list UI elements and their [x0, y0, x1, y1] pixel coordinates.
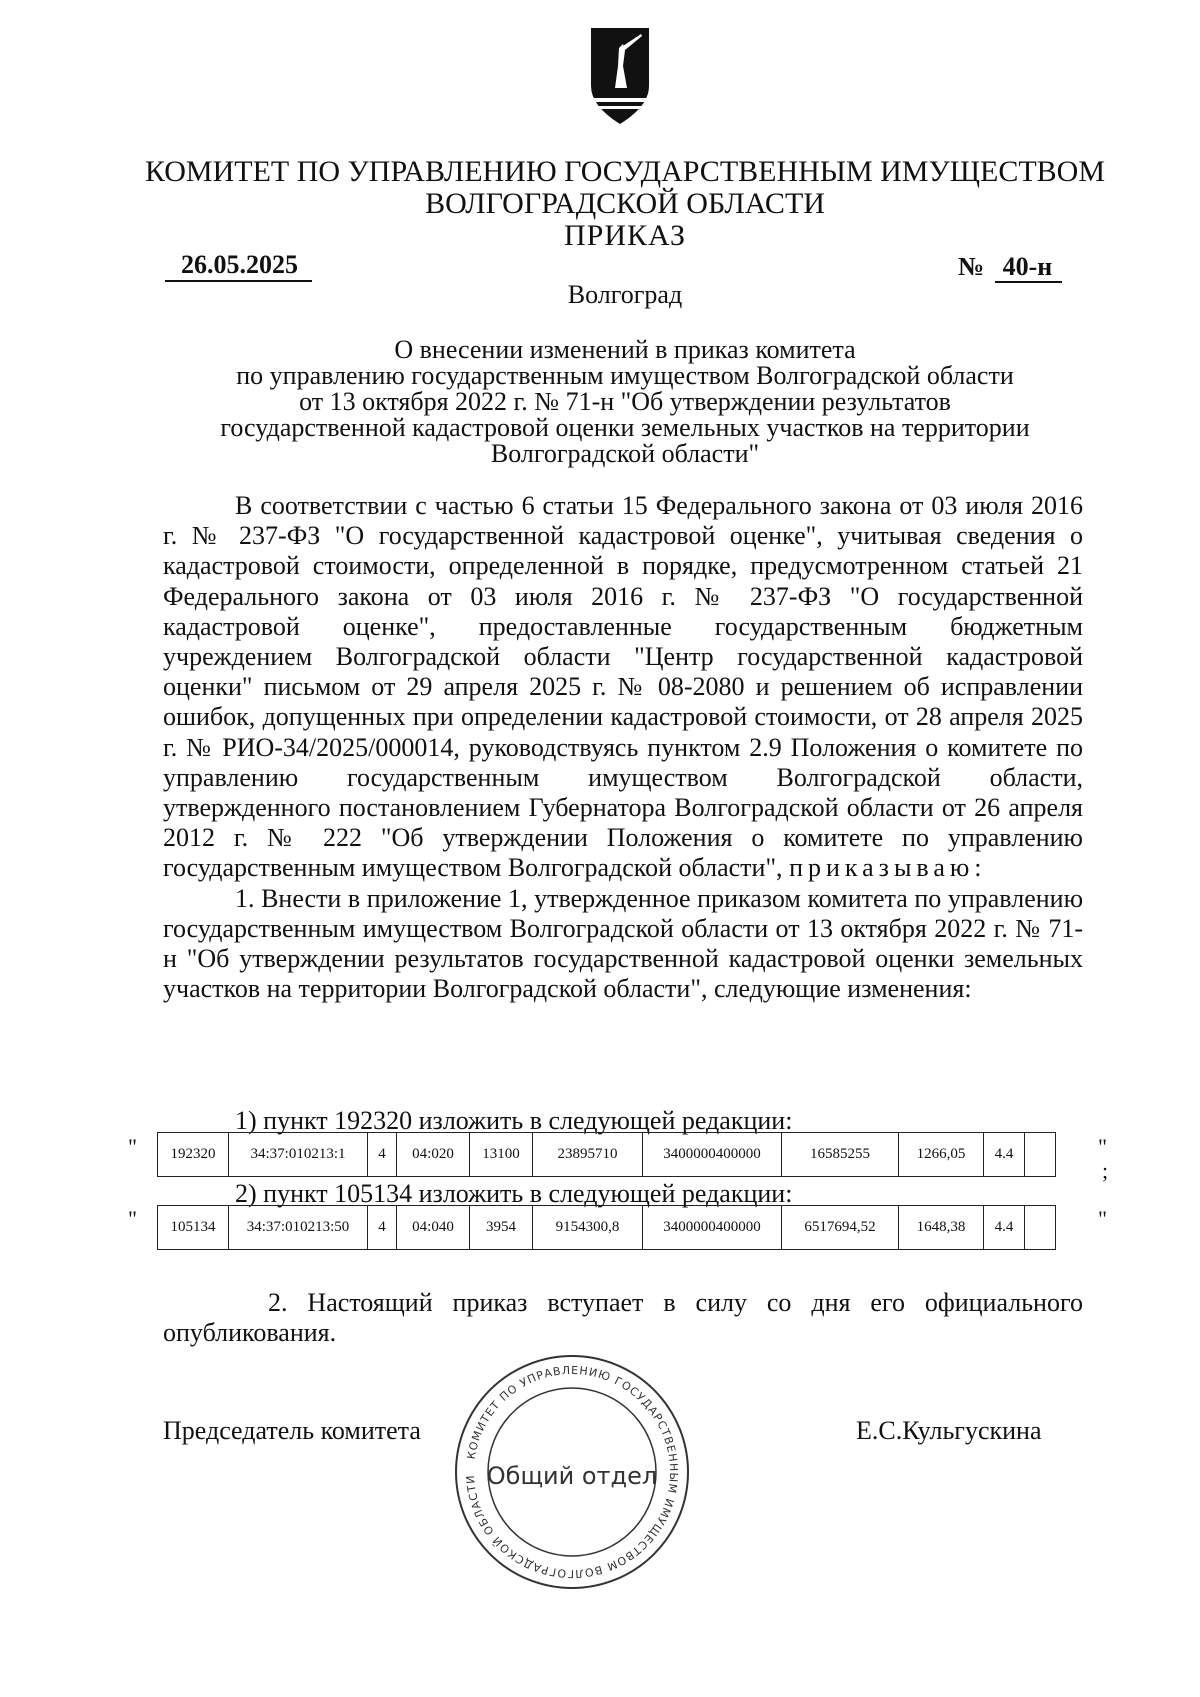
document-type: ПРИКАЗ	[564, 219, 686, 252]
open-quote-1: "	[128, 1134, 137, 1159]
table-cell: 3400000400000	[643, 1206, 782, 1250]
preamble-text: В соответствии с частью 6 статьи 15 Федерального закона от 03 июля 2016 г. № 237-ФЗ "О государственной кадастровой оценке", учитывая сведения о кадастровой стоимости, определенной в порядке, предусмотренном статьей 21 Федерального закона от 03 июля 2016 г. № 237-ФЗ "О государственной кадастровой оценке", предоставленные государственным бюджетным учреждением Волгоградской области "Центр государственной кадастровой оценки" письмом от 29 апреля 2025 г. № 08-2080 и решением об исправлении ошибок, допущенных при определении кадастровой стоимости, от 28 апреля 2025 г. № РИО-34/2025/000014, руководствуясь пунктом 2.9 Положения о комитете по управлению государственным имуществом Волгоградской области, утвержденного постановлением Губернатора Волгоградской области от 26 апреля 2012 г. № 222 "Об утверждении Положения о комитете по управлению государственным имуществом Волгоградской области",	[163, 491, 1083, 883]
table-row	[158, 1133, 1056, 1177]
table-cell: 3400000400000	[643, 1133, 782, 1177]
table-cell: 4	[368, 1206, 397, 1250]
official-stamp	[452, 1352, 692, 1592]
subject-line: от 13 октября 2022 г. № 71-н "Об утверждении результатов	[299, 387, 951, 416]
table-cell: 13100	[470, 1133, 533, 1177]
stamp-center-text: Общий отдел	[486, 1462, 658, 1490]
subject-line: О внесении изменений в приказ комитета	[394, 335, 856, 364]
subitem-2: 2) пункт 105134 изложить в следующей редакции:	[235, 1179, 793, 1208]
order-word: приказываю:	[789, 853, 987, 883]
city: Волгоград	[567, 280, 683, 309]
order-body	[163, 491, 1083, 1004]
table-cell: 1266,05	[899, 1133, 984, 1177]
table-cell	[1025, 1133, 1056, 1177]
table-cell: 04:020	[397, 1133, 470, 1177]
table-cell: 4	[368, 1133, 397, 1177]
preamble-paragraph	[163, 491, 1083, 884]
table-cell: 192320	[158, 1133, 229, 1177]
signatory-name: Е.С.Кульгускина	[856, 1416, 1042, 1445]
final-paragraph: 2. Настоящий приказ вступает в силу со дня его официального опубликования.	[163, 1288, 1083, 1347]
final-clause	[163, 1288, 1083, 1348]
order-number	[958, 253, 1062, 283]
table-cell: 9154300,8	[533, 1206, 643, 1250]
table-cell: 34:37:010213:1	[229, 1133, 368, 1177]
organization-name-line2: ВОЛГОГРАДСКОЙ ОБЛАСТИ	[425, 187, 825, 220]
close-quote-1: "	[1098, 1134, 1107, 1159]
cadastral-table-1	[157, 1132, 1056, 1177]
table-cell: 105134	[158, 1206, 229, 1250]
table-cell: 34:37:010213:50	[229, 1206, 368, 1250]
open-quote-2: "	[128, 1206, 137, 1231]
table-cell: 3954	[470, 1206, 533, 1250]
table-cell: 4.4	[984, 1133, 1025, 1177]
order-date: 26.05.2025	[165, 251, 312, 282]
table-cell: 1648,38	[899, 1206, 984, 1250]
table-cell	[1025, 1206, 1056, 1250]
table-row	[158, 1206, 1056, 1250]
subitem-1: 1) пункт 192320 изложить в следующей редакции:	[235, 1106, 793, 1135]
order-subject	[160, 337, 1090, 467]
table-cell: 04:040	[397, 1206, 470, 1250]
number-value: 40-н	[995, 253, 1063, 283]
table-cell: 16585255	[782, 1133, 899, 1177]
semicolon: ;	[1102, 1158, 1109, 1183]
close-quote-2: "	[1098, 1206, 1107, 1231]
subject-line: государственной кадастровой оценки земельных участков на территории	[220, 413, 1030, 442]
stamp-ring-text: КОМИТЕТ ПО УПРАВЛЕНИЮ ГОСУДАРСТВЕННЫМ ИМУЩЕСТВОМ ВОЛГОГРАДСКОЙ ОБЛАСТИ	[463, 1363, 681, 1581]
subject-line: по управлению государственным имуществом Волгоградской области	[236, 361, 1014, 390]
table-cell: 23895710	[533, 1133, 643, 1177]
subject-line: Волгоградской области"	[490, 439, 760, 468]
cadastral-table-2	[157, 1205, 1056, 1250]
organization-name-line1: КОМИТЕТ ПО УПРАВЛЕНИЮ ГОСУДАРСТВЕННЫМ ИМУЩЕСТВОМ	[144, 155, 1105, 188]
number-label: №	[958, 252, 985, 281]
volgograd-emblem-icon	[585, 26, 655, 126]
item-1-paragraph: 1. Внести в приложение 1, утвержденное приказом комитета по управлению государственным имуществом Волгоградской области от 13 октября 2022 г. № 71-н "Об утверждении результатов государственной кадастровой оценки земельных участков на территории Волгоградской области", следующие изменения:	[163, 883, 1083, 1004]
signatory-position: Председатель комитета	[163, 1416, 421, 1445]
table-cell: 4.4	[984, 1206, 1025, 1250]
table-cell: 6517694,52	[782, 1206, 899, 1250]
